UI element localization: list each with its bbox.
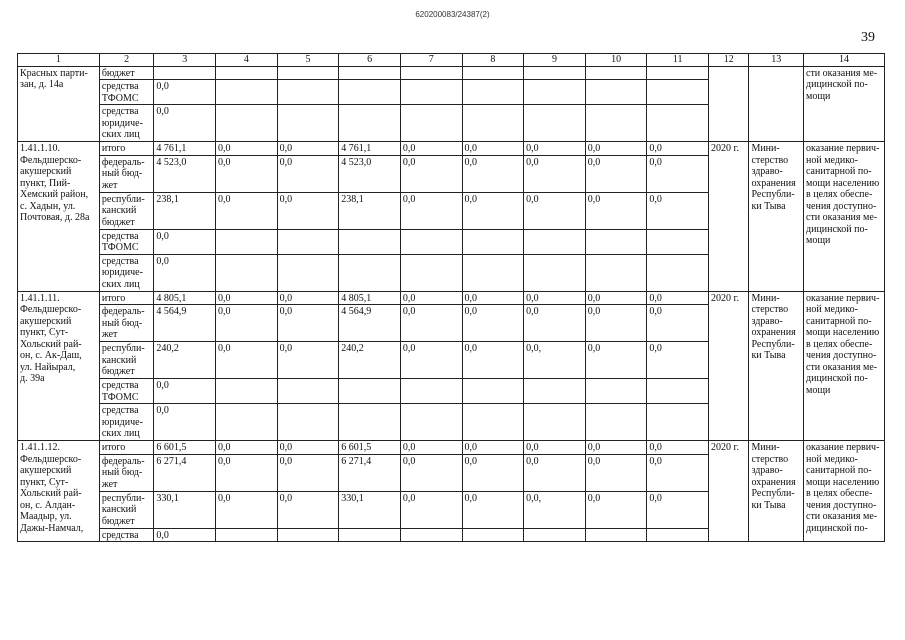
amount-cell: [647, 254, 709, 291]
amount-cell: 0,0: [524, 142, 586, 156]
amount-cell: [524, 379, 586, 404]
amount-cell: 0,0: [277, 192, 339, 229]
object-name-cell: 1.41.1.11. Фельдшерско- акушерский пункт, Сут- Хольский рай- он, с. Ак-Даш, ул. Найырал, д. 39а: [18, 291, 100, 441]
amount-cell: [585, 229, 647, 254]
amount-cell: 4 523,0: [154, 155, 216, 192]
amount-cell: 0,0: [216, 305, 278, 342]
amount-cell: 0,0: [647, 441, 709, 455]
amount-cell: [339, 379, 401, 404]
col-header: 8: [462, 54, 524, 67]
amount-cell: 0,0: [277, 155, 339, 192]
page-number: 39: [861, 30, 875, 45]
object-name-cell: 1.41.1.12. Фельдшерско- акушерский пункт, Сут- Хольский рай- он, с. Алдан- Маадыр, ул. Дажы-Намчал,: [18, 441, 100, 542]
amount-cell: 0,0: [462, 441, 524, 455]
amount-cell: [277, 379, 339, 404]
amount-cell: [524, 404, 586, 441]
amount-cell: 0,0: [216, 491, 278, 528]
amount-cell: [216, 80, 278, 105]
amount-cell: [339, 80, 401, 105]
amount-cell: 0,0: [154, 379, 216, 404]
amount-cell: 0,0: [216, 441, 278, 455]
amount-cell: 0,0: [585, 441, 647, 455]
amount-cell: 0,0: [647, 291, 709, 305]
funding-source-cell: итого: [99, 291, 154, 305]
amount-cell: [216, 229, 278, 254]
object-name-cell: 1.41.1.10. Фельдшерско- акушерский пункт, Пий- Хемский район, с. Хадын, ул. Почтовая, д. 28а: [18, 142, 100, 292]
amount-cell: [339, 105, 401, 142]
amount-cell: [462, 80, 524, 105]
amount-cell: [400, 105, 462, 142]
amount-cell: [400, 404, 462, 441]
col-header: 6: [339, 54, 401, 67]
amount-cell: [400, 379, 462, 404]
amount-cell: 0,0: [277, 441, 339, 455]
amount-cell: 0,0: [277, 342, 339, 379]
amount-cell: [400, 66, 462, 80]
amount-cell: 4 523,0: [339, 155, 401, 192]
table-row: [18, 441, 885, 455]
amount-cell: 6 601,5: [154, 441, 216, 455]
table-row: [18, 142, 885, 156]
amount-cell: [647, 66, 709, 80]
amount-cell: 0,0: [585, 305, 647, 342]
amount-cell: [647, 528, 709, 542]
amount-cell: [585, 528, 647, 542]
col-header: 5: [277, 54, 339, 67]
amount-cell: [339, 229, 401, 254]
amount-cell: 0,0: [647, 192, 709, 229]
amount-cell: [462, 528, 524, 542]
amount-cell: 240,2: [154, 342, 216, 379]
amount-cell: 0,0: [216, 342, 278, 379]
amount-cell: 0,0: [400, 192, 462, 229]
amount-cell: [277, 254, 339, 291]
year-cell: [709, 66, 749, 142]
amount-cell: [462, 66, 524, 80]
table-row: [18, 291, 885, 305]
amount-cell: 4 564,9: [339, 305, 401, 342]
amount-cell: [462, 254, 524, 291]
amount-cell: 0,0: [647, 342, 709, 379]
amount-cell: 0,0: [585, 155, 647, 192]
funding-source-cell: республи- канский бюджет: [99, 491, 154, 528]
amount-cell: 0,0: [400, 342, 462, 379]
funding-source-cell: средства: [99, 528, 154, 542]
funding-source-cell: бюджет: [99, 66, 154, 80]
funding-source-cell: средства ТФОМС: [99, 379, 154, 404]
amount-cell: [647, 404, 709, 441]
amount-cell: 0,0: [647, 142, 709, 156]
amount-cell: 0,0: [154, 528, 216, 542]
amount-cell: [339, 404, 401, 441]
amount-cell: 0,0: [524, 441, 586, 455]
amount-cell: 4 761,1: [339, 142, 401, 156]
amount-cell: [339, 66, 401, 80]
amount-cell: 0,0: [585, 454, 647, 491]
amount-cell: 0,0: [400, 441, 462, 455]
amount-cell: [647, 229, 709, 254]
amount-cell: 0,0: [462, 454, 524, 491]
amount-cell: 0,0: [462, 155, 524, 192]
amount-cell: [216, 528, 278, 542]
amount-cell: 330,1: [339, 491, 401, 528]
amount-cell: 0,0: [585, 142, 647, 156]
col-header: 14: [804, 54, 885, 67]
funding-source-cell: итого: [99, 142, 154, 156]
amount-cell: 0,0: [524, 454, 586, 491]
amount-cell: 0,0: [462, 192, 524, 229]
amount-cell: 0,0: [524, 291, 586, 305]
amount-cell: 0,0: [154, 254, 216, 291]
amount-cell: 0,0: [277, 491, 339, 528]
funding-source-cell: средства юридиче- ских лиц: [99, 254, 154, 291]
purpose-cell: оказание первич- ной медико- санитарной по- мощи населению в целях обеспе- чения доступно- сти оказания ме- дицинской по-: [804, 441, 885, 542]
amount-cell: 0,0: [400, 454, 462, 491]
amount-cell: 330,1: [154, 491, 216, 528]
amount-cell: [524, 66, 586, 80]
funding-source-cell: средства юридиче- ских лиц: [99, 105, 154, 142]
amount-cell: 0,0: [585, 192, 647, 229]
amount-cell: 0,0: [277, 454, 339, 491]
col-header: 12: [709, 54, 749, 67]
amount-cell: [462, 105, 524, 142]
funding-table: [17, 53, 885, 542]
amount-cell: [524, 229, 586, 254]
amount-cell: 0,0: [277, 142, 339, 156]
executor-cell: Мини- стерство здраво- охранения Республи- ки Тыва: [749, 441, 804, 542]
amount-cell: 4 761,1: [154, 142, 216, 156]
amount-cell: [647, 105, 709, 142]
amount-cell: [462, 379, 524, 404]
col-header: 1: [18, 54, 100, 67]
amount-cell: 0,0: [647, 491, 709, 528]
amount-cell: [400, 80, 462, 105]
amount-cell: [524, 528, 586, 542]
amount-cell: [277, 105, 339, 142]
column-number-row: [18, 54, 885, 67]
amount-cell: [339, 254, 401, 291]
amount-cell: 0,0: [462, 342, 524, 379]
amount-cell: 0,0: [647, 454, 709, 491]
amount-cell: 4 805,1: [339, 291, 401, 305]
amount-cell: [154, 66, 216, 80]
purpose-cell: оказание первич- ной медико- санитарной по- мощи населению в целях обеспе- чения доступно- сти оказания ме- дицинской по- мощи: [804, 291, 885, 441]
col-header: 9: [524, 54, 586, 67]
amount-cell: 238,1: [339, 192, 401, 229]
amount-cell: [585, 379, 647, 404]
amount-cell: [585, 80, 647, 105]
amount-cell: [339, 528, 401, 542]
amount-cell: [216, 404, 278, 441]
amount-cell: [400, 254, 462, 291]
amount-cell: 0,0: [154, 105, 216, 142]
amount-cell: 0,0,: [524, 491, 586, 528]
amount-cell: [647, 80, 709, 105]
amount-cell: [400, 229, 462, 254]
amount-cell: 0,0: [585, 342, 647, 379]
col-header: 13: [749, 54, 804, 67]
amount-cell: 0,0: [462, 142, 524, 156]
executor-cell: Мини- стерство здраво- охранения Республи- ки Тыва: [749, 142, 804, 292]
amount-cell: 0,0: [524, 155, 586, 192]
amount-cell: [462, 404, 524, 441]
amount-cell: 0,0: [400, 491, 462, 528]
amount-cell: [585, 66, 647, 80]
amount-cell: [585, 404, 647, 441]
amount-cell: [277, 229, 339, 254]
amount-cell: 0,0,: [524, 342, 586, 379]
amount-cell: 0,0: [216, 142, 278, 156]
year-cell: 2020 г.: [709, 291, 749, 441]
amount-cell: 240,2: [339, 342, 401, 379]
amount-cell: 6 271,4: [154, 454, 216, 491]
amount-cell: 0,0: [277, 305, 339, 342]
document-id: 620200083/24387(2): [415, 10, 490, 19]
table-row: [18, 66, 885, 80]
amount-cell: 0,0: [524, 192, 586, 229]
funding-source-cell: средства ТФОМС: [99, 229, 154, 254]
purpose-cell: оказание первич- ной медико- санитарной по- мощи населению в целях обеспе- чения доступно- сти оказания ме- дицинской по- мощи: [804, 142, 885, 292]
amount-cell: 0,0: [400, 291, 462, 305]
amount-cell: [277, 404, 339, 441]
amount-cell: 0,0: [277, 291, 339, 305]
amount-cell: 0,0: [462, 291, 524, 305]
amount-cell: [216, 379, 278, 404]
amount-cell: [647, 379, 709, 404]
year-cell: 2020 г.: [709, 142, 749, 292]
amount-cell: 0,0: [216, 454, 278, 491]
amount-cell: [216, 254, 278, 291]
amount-cell: 0,0: [216, 291, 278, 305]
amount-cell: 4 805,1: [154, 291, 216, 305]
amount-cell: 0,0: [216, 192, 278, 229]
funding-source-cell: средства ТФОМС: [99, 80, 154, 105]
funding-source-cell: республи- канский бюджет: [99, 192, 154, 229]
amount-cell: [462, 229, 524, 254]
funding-source-cell: республи- канский бюджет: [99, 342, 154, 379]
amount-cell: 4 564,9: [154, 305, 216, 342]
amount-cell: 238,1: [154, 192, 216, 229]
amount-cell: [400, 528, 462, 542]
amount-cell: [524, 80, 586, 105]
funding-source-cell: средства юридиче- ских лиц: [99, 404, 154, 441]
amount-cell: [585, 105, 647, 142]
amount-cell: [216, 105, 278, 142]
funding-source-cell: федераль- ный бюд- жет: [99, 305, 154, 342]
funding-source-cell: федераль- ный бюд- жет: [99, 454, 154, 491]
amount-cell: [277, 66, 339, 80]
amount-cell: 0,0: [154, 404, 216, 441]
amount-cell: 0,0: [647, 305, 709, 342]
col-header: 3: [154, 54, 216, 67]
amount-cell: 0,0: [154, 80, 216, 105]
amount-cell: 0,0: [462, 491, 524, 528]
col-header: 11: [647, 54, 709, 67]
amount-cell: [216, 66, 278, 80]
amount-cell: 0,0: [400, 155, 462, 192]
amount-cell: 6 601,5: [339, 441, 401, 455]
amount-cell: 0,0: [462, 305, 524, 342]
amount-cell: 0,0: [400, 305, 462, 342]
amount-cell: 0,0: [400, 142, 462, 156]
purpose-cell: сти оказания ме- дицинской по- мощи: [804, 66, 885, 142]
amount-cell: 6 271,4: [339, 454, 401, 491]
amount-cell: 0,0: [585, 291, 647, 305]
executor-cell: Мини- стерство здраво- охранения Республи- ки Тыва: [749, 291, 804, 441]
col-header: 2: [99, 54, 154, 67]
amount-cell: 0,0: [585, 491, 647, 528]
funding-source-cell: итого: [99, 441, 154, 455]
amount-cell: [524, 105, 586, 142]
amount-cell: 0,0: [154, 229, 216, 254]
amount-cell: 0,0: [524, 305, 586, 342]
amount-cell: [524, 254, 586, 291]
amount-cell: [277, 528, 339, 542]
col-header: 7: [400, 54, 462, 67]
amount-cell: 0,0: [216, 155, 278, 192]
col-header: 4: [216, 54, 278, 67]
executor-cell: [749, 66, 804, 142]
amount-cell: 0,0: [647, 155, 709, 192]
amount-cell: [277, 80, 339, 105]
year-cell: 2020 г.: [709, 441, 749, 542]
object-name-cell: Красных парти- зан, д. 14а: [18, 66, 100, 142]
col-header: 10: [585, 54, 647, 67]
funding-source-cell: федераль- ный бюд- жет: [99, 155, 154, 192]
amount-cell: [585, 254, 647, 291]
